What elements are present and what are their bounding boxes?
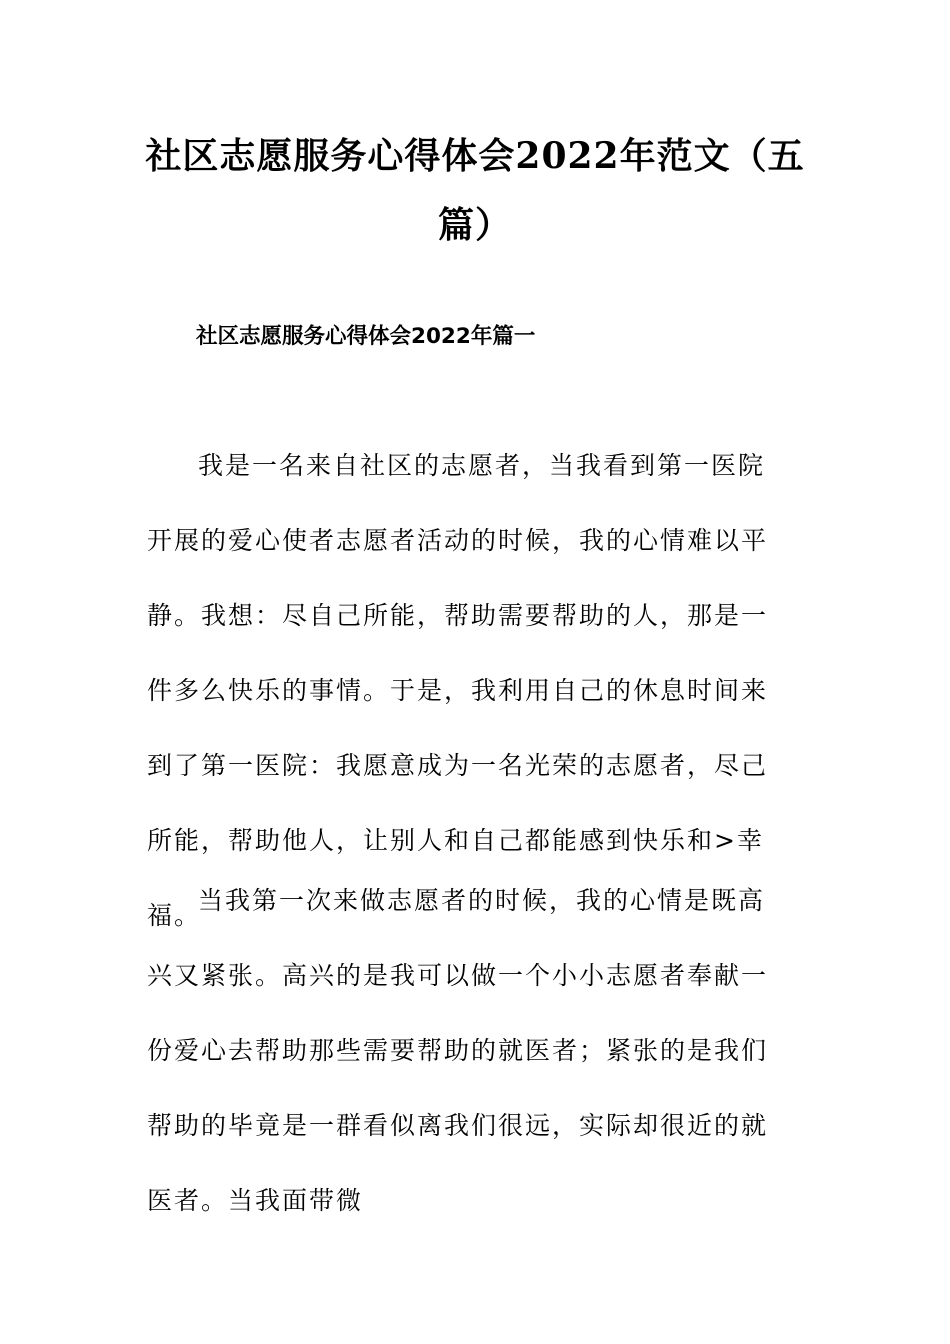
section-heading: 社区志愿服务心得体会2022年篇一 xyxy=(196,324,536,349)
document-title: 社区志愿服务心得体会2022年范文（五篇） xyxy=(145,135,805,246)
body-paragraph: 当我第一次来做志愿者的时候，我的心情是既高兴又紧张。高兴的是我可以做一个小小志愿者奉献一份爱心去帮助那些需要帮助的就医者；紧张的是我们帮助的毕竟是一群看似离我们很远，实际却很近的就医者。当我面带微 xyxy=(147,886,769,1215)
body-paragraph: 我是一名来自社区的志愿者，当我看到第一医院开展的爱心使者志愿者活动的时候，我的心情难以平静。我想：尽自己所能，帮助需要帮助的人，那是一件多么快乐的事情。于是，我利用自己的休息时间来到了第一医院：我愿意成为一名光荣的志愿者，尽己所能，帮助他人，让别人和自己都能感到快乐和>幸福。 xyxy=(147,451,769,930)
